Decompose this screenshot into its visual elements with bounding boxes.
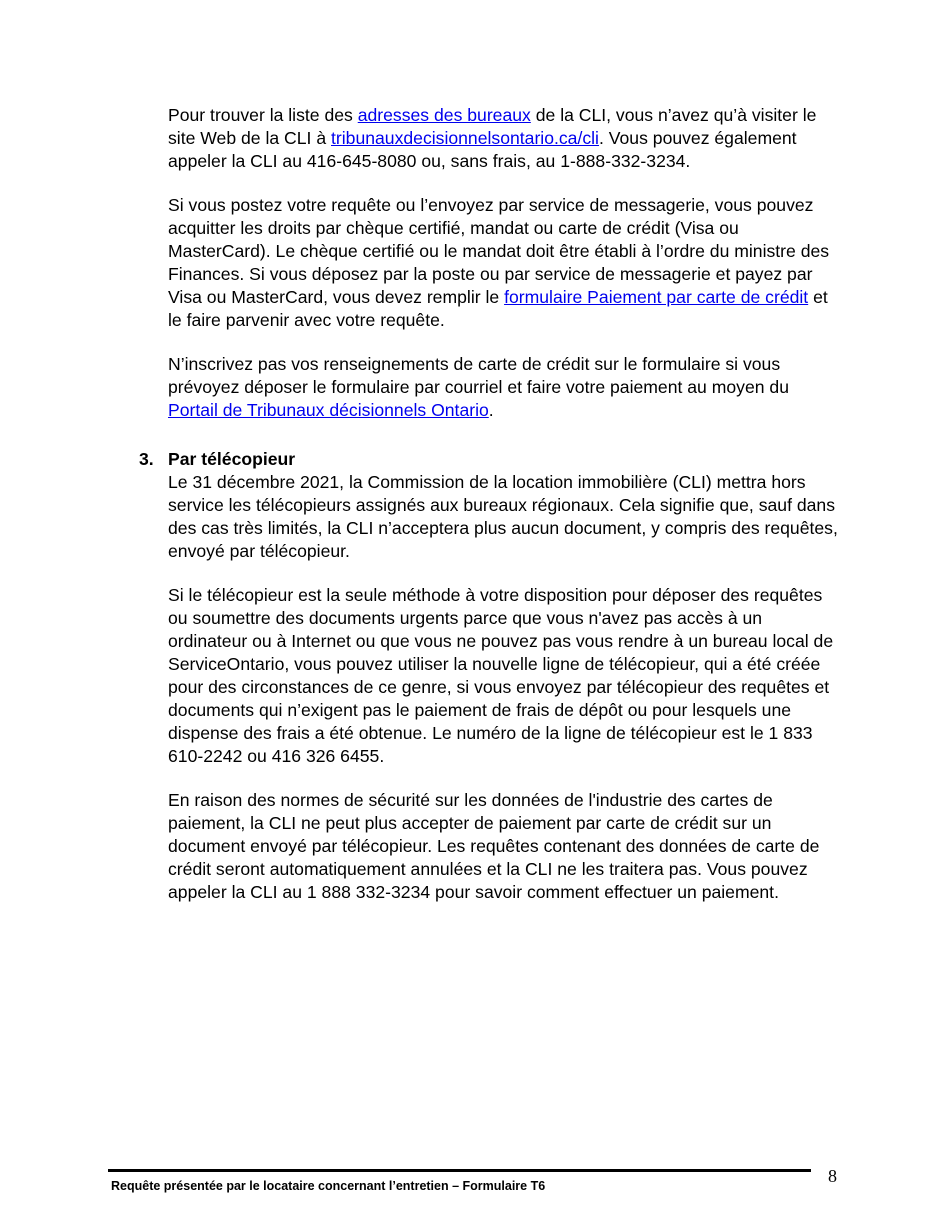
paragraph-fax-line: Si le télécopieur est la seule méthode à votre disposition pour déposer des requêtes ou soumettre des documents urgents parce que vous n'avez pas accès à un ordinateur ou à Internet ou que vous ne pouvez pas vous rendre à un bureau local de ServiceOntario, vous pouvez utiliser la nouvelle ligne de télécopieur, qui a été créée pour des circonstances de ce genre, si vous envoyez par télécopieur des requêtes et documents qui n’exigent pas le paiement de frais de dépôt ou pour lesquels une dispense des frais a été obtenue. Le numéro de la ligne de télécopieur est le 1 833 610-2242 ou 416 326 6455. xyxy=(168,585,834,766)
tribunal-portal-link[interactable]: Portail de Tribunaux décisionnels Ontario xyxy=(168,400,489,420)
footer-divider xyxy=(108,1169,811,1172)
paragraph-portal: N’inscrivez pas vos renseignements de carte de crédit sur le formulaire si vous prévoyez déposer le formulaire par courriel et faire votre paiement au moyen du Portail de Tribunaux décisionnels Ontario. xyxy=(168,354,789,420)
section-title: Par télécopieur xyxy=(168,449,296,469)
page-number: 8 xyxy=(828,1166,837,1186)
footer-form-title: Requête présentée par le locataire concernant l’entretien – Formulaire T6 xyxy=(111,1179,546,1193)
paragraph-fax-shutdown: Le 31 décembre 2021, la Commission de la location immobilière (CLI) mettra hors service les télécopieurs assignés aux bureaux régionaux. Cela signifie que, sauf dans des cas très limités, la CLI n’acceptera plus aucun document, y compris des requêtes, envoyé par télécopieur. xyxy=(168,472,838,561)
tribunal-website-link[interactable]: tribunauxdecisionnelsontario.ca/cli xyxy=(331,128,599,148)
section-number: 3. xyxy=(139,449,154,469)
credit-card-form-link[interactable]: formulaire Paiement par carte de crédit xyxy=(504,287,809,307)
office-addresses-link[interactable]: adresses des bureaux xyxy=(357,105,531,125)
document-body xyxy=(139,104,840,904)
paragraph-card-security: En raison des normes de sécurité sur les données de l'industrie des cartes de paiement, la CLI ne peut plus accepter de paiement par carte de crédit sur un document envoyé par télécopieur. Les requêtes contenant des données de carte de crédit seront automatiquement annulées et la CLI ne les traitera pas. Vous pouvez appeler la CLI au 1 888 332-3234 pour savoir comment effectuer un paiement. xyxy=(168,790,820,902)
section-3-heading xyxy=(139,448,840,471)
paragraph-mail-payment: Si vous postez votre requête ou l’envoyez par service de messagerie, vous pouvez acquitter les droits par chèque certifié, mandat ou carte de crédit (Visa ou MasterCard). Le chèque certifié ou le mandat doit être établi à l’ordre du ministre des Finances. Si vous déposez par la poste ou par service de messagerie et payez par Visa ou MasterCard, vous devez remplir le formulaire Paiement par carte de crédit et le faire parvenir avec votre requête. xyxy=(168,195,830,330)
paragraph-office-addresses: Pour trouver la liste des adresses des bureaux de la CLI, vous n’avez qu’à visiter le site Web de la CLI à tribunauxdecisionnelsontario.ca/cli. Vous pouvez également appeler la CLI au 416-645-8080 ou, sans frais, au 1-888-332-3234. xyxy=(168,105,817,171)
